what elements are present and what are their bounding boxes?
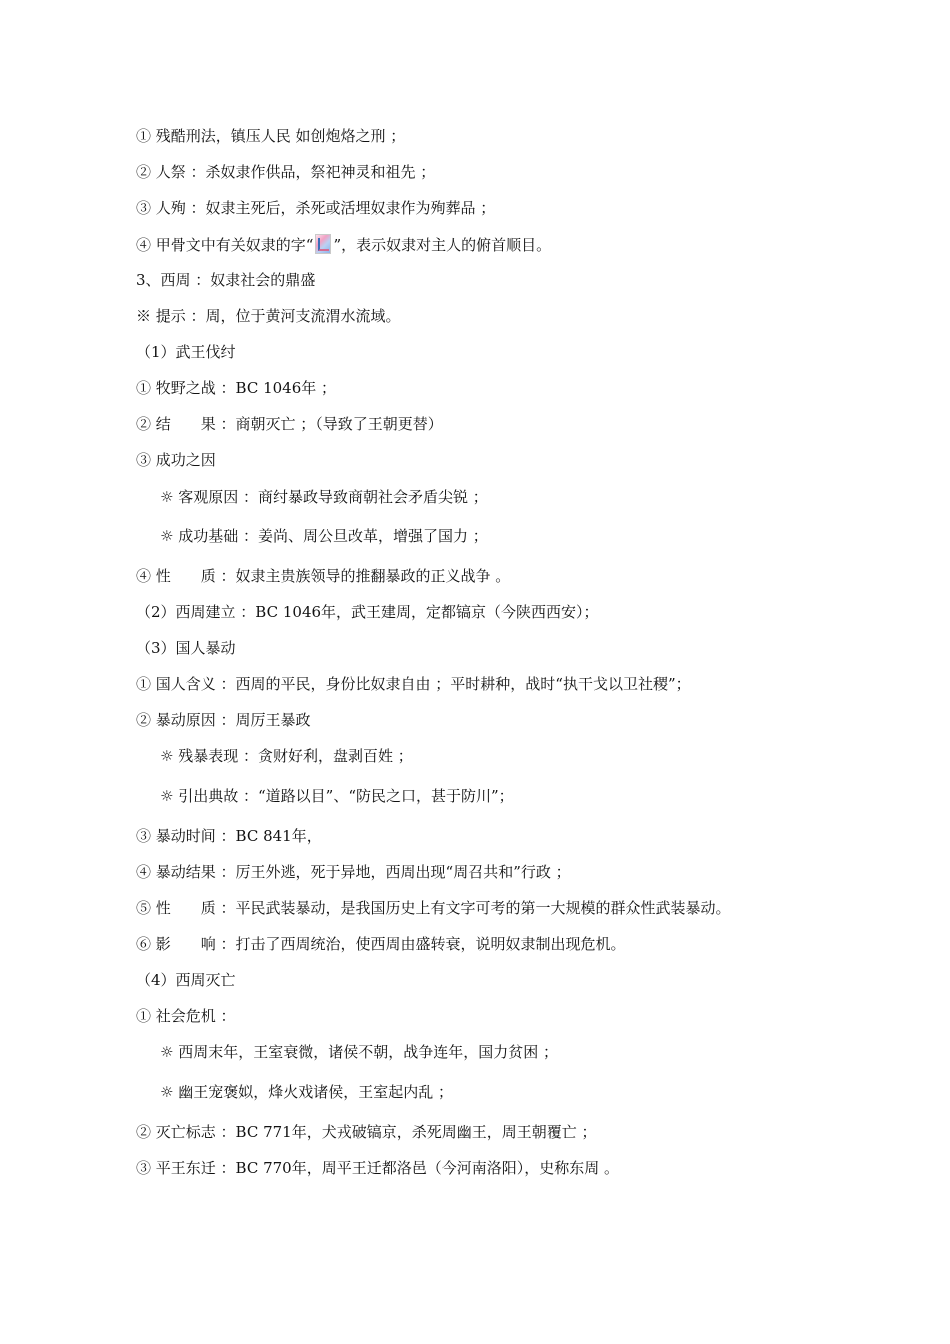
- text-line: ③ 人殉 ：奴隶主死后，杀死或活埋奴隶作为殉葬品 ；: [136, 199, 496, 217]
- text-line: ③ 成功之因: [136, 451, 216, 469]
- text-line: ① 社会危机 ：: [136, 1007, 236, 1025]
- text-line: ② 灭亡标志 ：BC 771年，犬戎破镐京，杀死周幽王，周王朝覆亡 ；: [136, 1123, 597, 1141]
- subsection-heading: （1）武王伐纣: [136, 343, 236, 361]
- text-line: [136, 234, 551, 255]
- text-fragment: ”，表示奴隶对主人的俯首顺目。: [333, 236, 552, 254]
- text-line: ※ 提示 ：周，位于黄河支流渭水流域。: [136, 307, 401, 325]
- text-line: ② 结 果 ：商朝灭亡 ；（导致了王朝更替）: [136, 415, 443, 433]
- text-line: ☼ 客观原因 ：商纣暴政导致商朝社会矛盾尖锐 ；: [160, 488, 488, 506]
- subsection-heading: （4）西周灭亡: [136, 971, 236, 989]
- text-line: ① 国人含义 ：西周的平民，身份比奴隶自由 ；平时耕种，战时“执干戈以卫社稷”；: [136, 675, 691, 693]
- oracle-bone-glyph-image: [315, 234, 331, 254]
- section-heading: 3、西周 ：奴隶社会的鼎盛: [136, 271, 316, 289]
- text-line: ① 残酷刑法，镇压人民 如创炮烙之刑 ；: [136, 127, 406, 145]
- text-line: ☼ 西周末年，王室衰微，诸侯不朝，战争连年，国力贫困 ；: [160, 1043, 558, 1061]
- text-line: ⑤ 性 质 ：平民武装暴动，是我国历史上有文字可考的第一大规模的群众性武装暴动。: [136, 899, 731, 917]
- text-line: ☼ 成功基础 ：姜尚、周公旦改革，增强了国力 ；: [160, 527, 488, 545]
- text-fragment: ④ 甲骨文中有关奴隶的字“: [136, 236, 314, 254]
- text-line: ③ 平王东迁 ：BC 770年，周平王迁都洛邑（今河南洛阳），史称东周 。: [136, 1159, 619, 1177]
- text-line: ② 人祭 ：杀奴隶作供品，祭祀神灵和祖先 ；: [136, 163, 436, 181]
- text-line: ④ 暴动结果 ：厉王外逃，死于异地，西周出现“周召共和”行政 ；: [136, 863, 571, 881]
- text-line: ② 暴动原因 ：周厉王暴政: [136, 711, 311, 729]
- text-line: ④ 性 质 ：奴隶主贵族领导的推翻暴政的正义战争 。: [136, 567, 511, 585]
- text-line: ☼ 残暴表现 ：贪财好利，盘剥百姓 ；: [160, 747, 413, 765]
- text-line: ☼ 引出典故 ：“道路以目”、“防民之口，甚于防川”；: [160, 787, 514, 805]
- text-line: ③ 暴动时间 ：BC 841年，: [136, 827, 322, 845]
- text-line: ☼ 幽王宠褒姒，烽火戏诸侯，王室起内乱 ；: [160, 1083, 453, 1101]
- text-line: ⑥ 影 响 ：打击了西周统治，使西周由盛转衰，说明奴隶制出现危机。: [136, 935, 626, 953]
- subsection-heading: （3）国人暴动: [136, 639, 236, 657]
- text-line: ① 牧野之战 ：BC 1046年 ；: [136, 379, 337, 397]
- subsection-heading: （2）西周建立 ：BC 1046年，武王建周，定都镐京（今陕西西安）；: [136, 603, 599, 621]
